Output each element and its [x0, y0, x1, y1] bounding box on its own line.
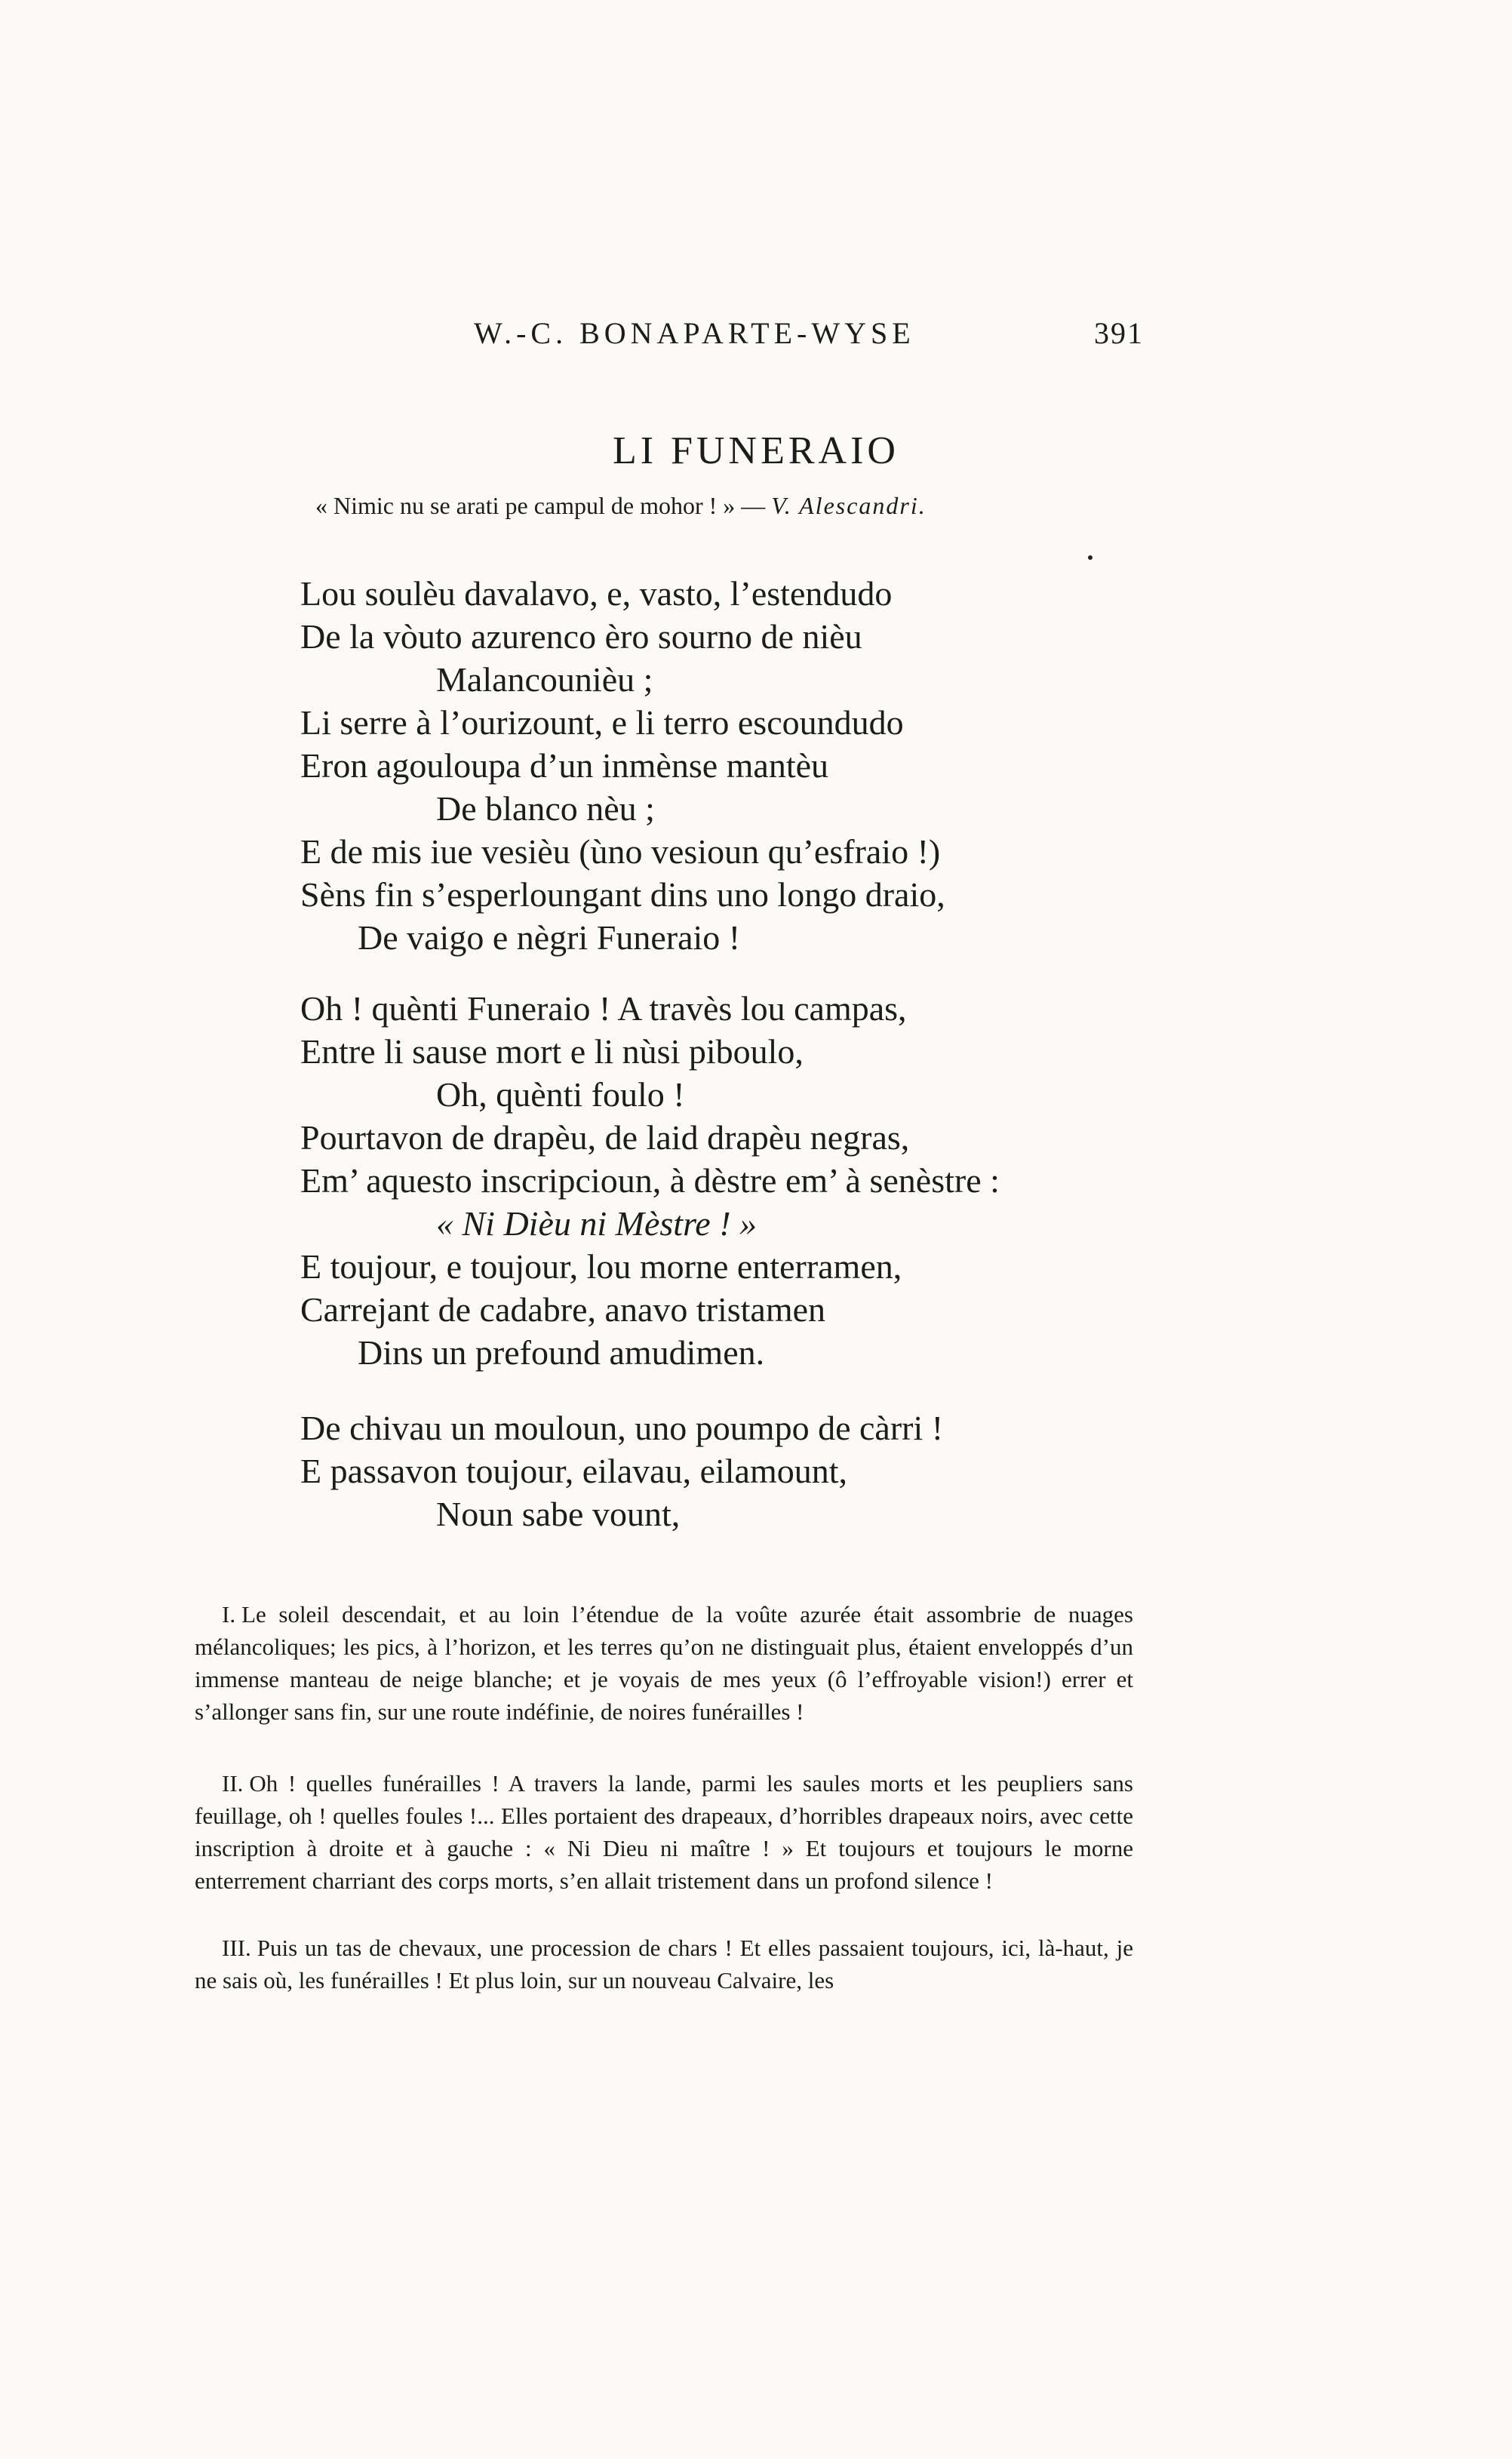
verse-line: Em’ aquesto inscripcioun, à dèstre em’ à senèstre :: [300, 1161, 1000, 1200]
note-text: Le soleil descendait, et au loin l’étendue de la voûte azurée était assombrie de nuages mélancoliques; les pics, à l’horizon, et les terres qu’on ne distinguait plus, étaient enveloppés d’un immense manteau de neige blanche; et je voyais de mes yeux (ô l’effroyable vision!) errer et s’allonger sans fin, sur une route indéfinie, de noires funérailles !: [195, 1601, 1133, 1725]
verse-line: De chivau un mouloun, uno poumpo de càrri !: [300, 1409, 944, 1447]
verse-line: Lou soulèu davalavo, e, vasto, l’estendudo: [300, 574, 893, 613]
translation-note-1: [195, 1598, 1133, 1728]
verse-line: Entre li sause mort e li nùsi piboulo,: [300, 1032, 804, 1071]
poem-title: LI FUNERAIO: [613, 429, 899, 472]
verse-line: Dins un prefound amudimen.: [358, 1333, 765, 1372]
note-number: III.: [222, 1935, 251, 1961]
verse-line: E toujour, e toujour, lou morne enterramen,: [300, 1247, 902, 1286]
verse-line: Carrejant de cadabre, anavo tristamen: [300, 1290, 826, 1329]
verse-line: « Ni Dièu ni Mèstre ! »: [436, 1204, 758, 1243]
note-text: Oh ! quelles funérailles ! A travers la lande, parmi les saules morts et les peupliers sans feuillage, oh ! quelles foules !... Elles portaient des drapeaux, d’horribles drapeaux noirs, avec cette inscription à droite et à gauche : « Ni Dieu ni maître ! » Et toujours et toujours le morne enterrement charriant des corps morts, s’en allait tristement dans un profond silence !: [195, 1770, 1133, 1894]
verse-line: Li serre à l’ourizount, e li terro escoundudo: [300, 703, 904, 742]
verse-line: De la vòuto azurenco èro sourno de nièu: [300, 617, 862, 656]
verse-line: Pourtavon de drapèu, de laid drapèu negras,: [300, 1118, 910, 1157]
note-number: I.: [222, 1601, 236, 1628]
verse-line: Eron agouloupa d’un inmènse mantèu: [300, 746, 829, 785]
epigraph: [315, 492, 927, 520]
translation-note-3: [195, 1932, 1133, 1996]
epigraph-quote: « Nimic nu se arati pe campul de mohor ! » —: [315, 492, 766, 519]
verse-line: Malancounièu ;: [436, 660, 653, 699]
running-head: [299, 315, 1144, 353]
verse-line: Sèns fin s’esperloungant dins uno longo draio,: [300, 875, 945, 914]
stanza-2: [300, 987, 1000, 1374]
page-number: 391: [1094, 316, 1144, 350]
note-text: Puis un tas de chevaux, une procession de chars ! Et elles passaient toujours, ici, là-haut, je ne sais où, les funérailles ! Et plus loin, sur un nouveau Calvaire, les: [195, 1935, 1133, 1993]
verse-line: Oh ! quènti Funeraio ! A travès lou campas,: [300, 989, 907, 1028]
stanza-1: [300, 572, 945, 959]
note-number: II.: [222, 1770, 244, 1797]
translation-note-2: [195, 1767, 1133, 1897]
stanza-3: [300, 1406, 943, 1535]
verse-line: De blanco nèu ;: [436, 789, 655, 828]
verse-line: De vaigo e nègri Funeraio !: [358, 918, 741, 957]
running-title: W.-C. BONAPARTE-WYSE: [474, 316, 915, 350]
epigraph-author: V. Alescandri.: [771, 492, 927, 519]
ink-speck: [1088, 555, 1093, 560]
verse-line: E passavon toujour, eilavau, eilamount,: [300, 1452, 848, 1490]
verse-line: E de mis iue vesièu (ùno vesioun qu’esfraio !): [300, 832, 941, 871]
verse-line: Noun sabe vount,: [436, 1495, 681, 1533]
verse-line: Oh, quènti foulo !: [436, 1075, 685, 1114]
